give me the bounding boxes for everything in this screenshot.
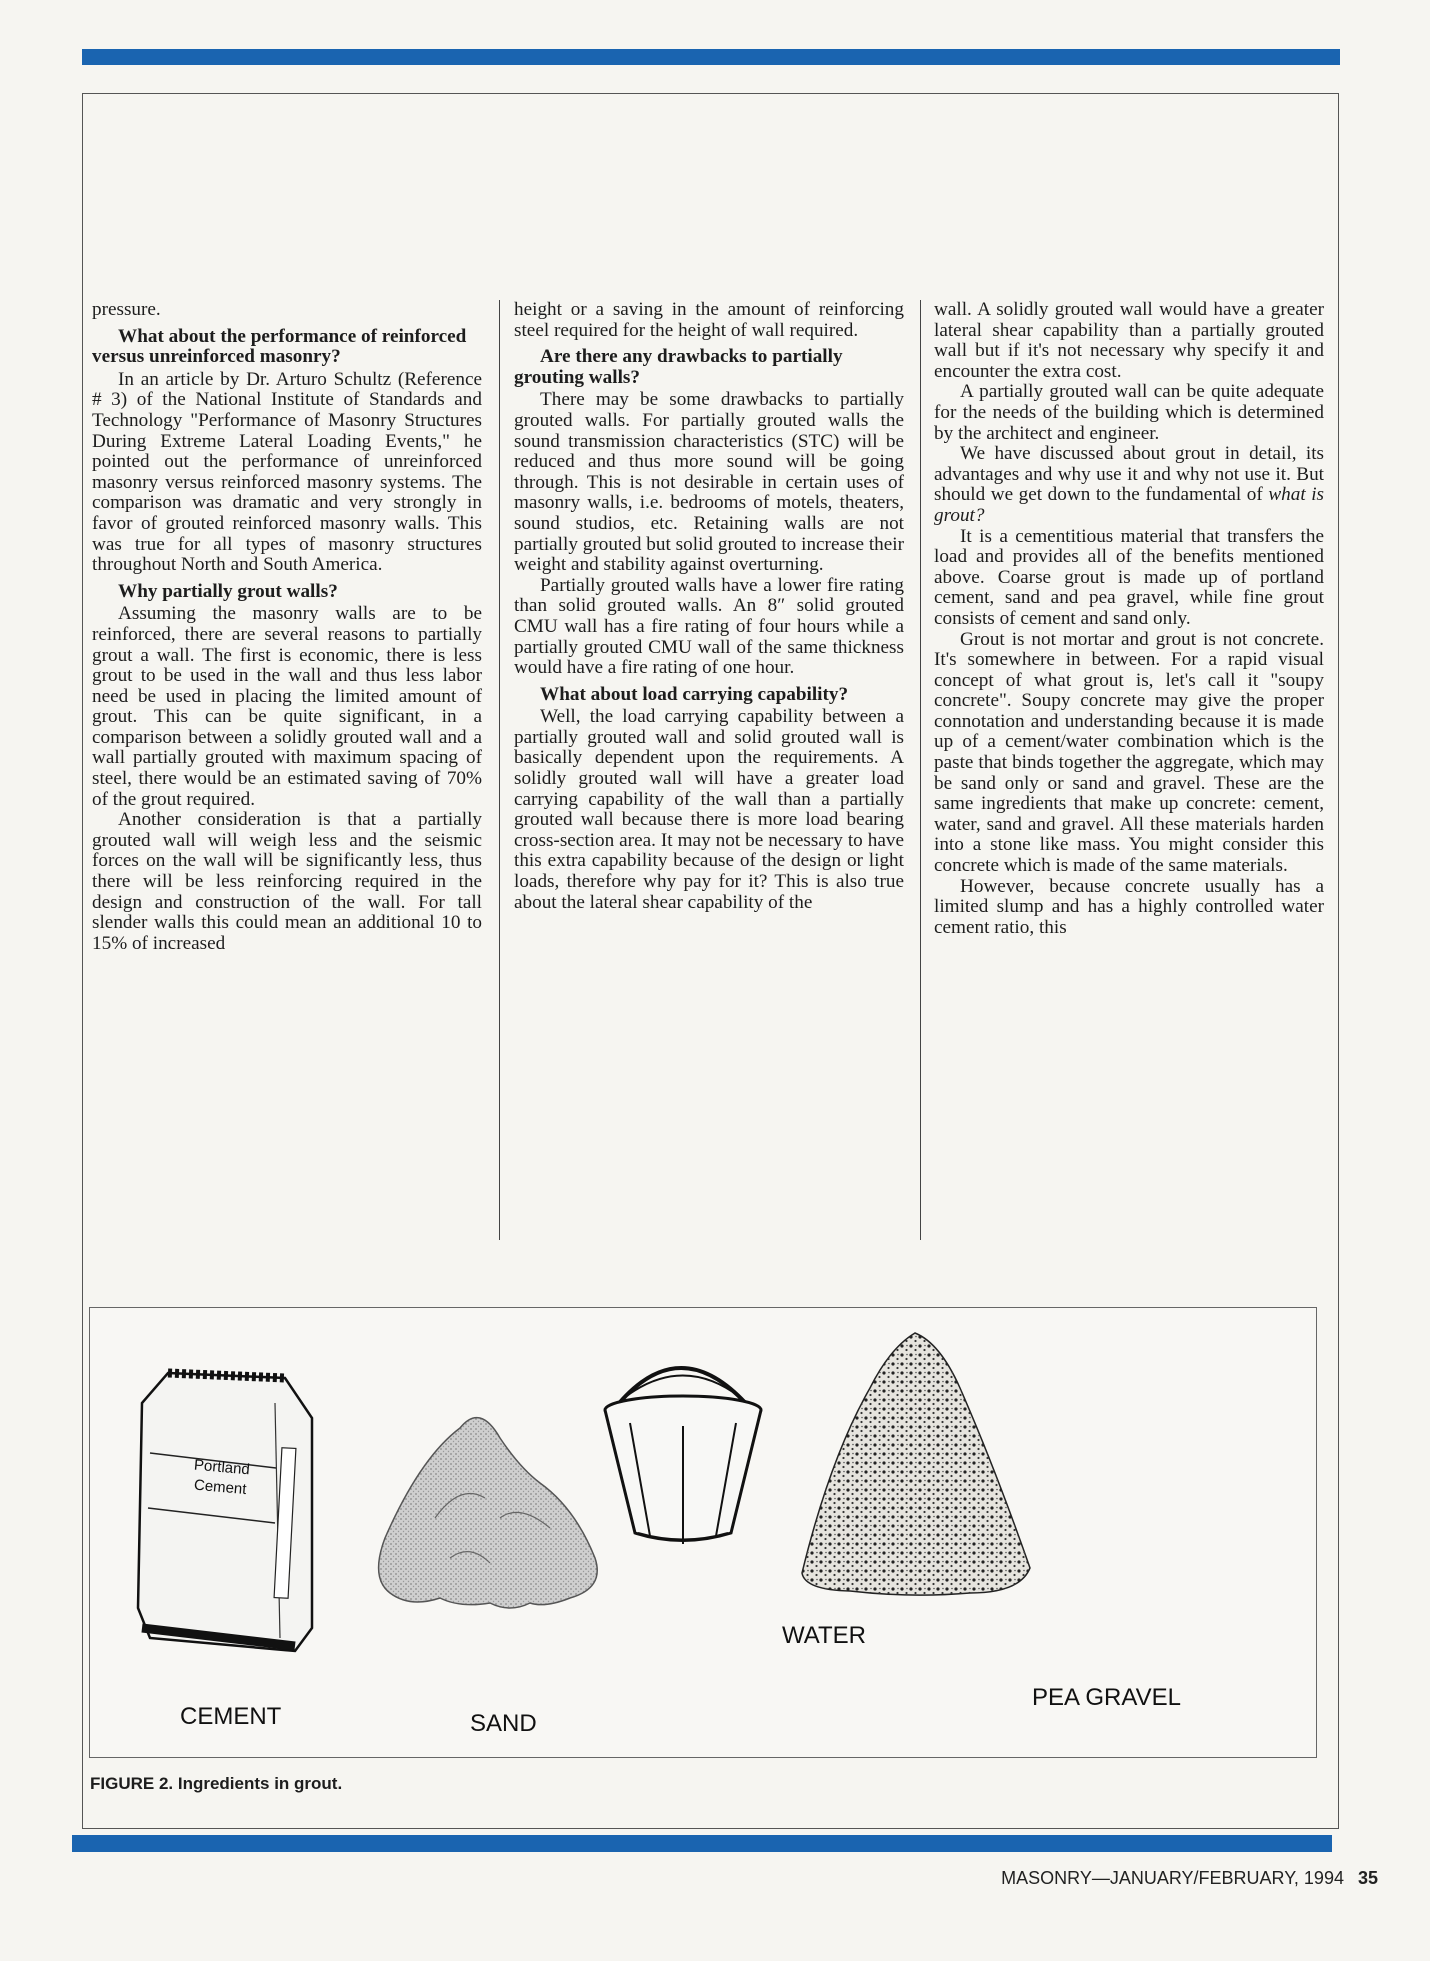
top-accent-bar — [82, 49, 1340, 65]
col2-fragment: height or a saving in the amount of reinforcing steel required for the height of wall required. — [514, 299, 904, 341]
page-number: 35 — [1357, 1868, 1378, 1888]
column-1 — [92, 300, 482, 954]
heading-reinforced-vs-unreinforced: What about the performance of reinforced versus unreinforced masonry? — [92, 325, 467, 368]
journal-issue: MASONRY—JANUARY/FEBRUARY, 1994 — [1001, 1868, 1344, 1888]
paragraph — [934, 444, 1324, 526]
heading-why-partially-grout: Why partially grout walls? — [118, 580, 338, 602]
paragraph: Well, the load carrying capability between a partially grouted wall and solid grouted wall is basically dependent upon the requirements. A solidly grouted wall will have a greater load carrying capability of the wall than a partially grouted wall because there is more load bearing cross-section area. It may not be necessary to have this extra capability because of the design or light loads, therefore why pay for it? This is also true about the lateral shear capability of the — [514, 706, 904, 913]
bag-label-portland: Portland — [193, 1456, 251, 1479]
paragraph: There may be some drawbacks to partially grouted walls. For partially grouted walls the sound transmission characteristics (STC) will be reduced and thus more sound will be going through. This is not desirable in certain uses of masonry walls, i.e. bedrooms of motels, theaters, sound studios, etc. Retaining walls are not partially grouted but solid grouted to increase their weight and stability against overturning. — [514, 389, 904, 576]
column-divider — [920, 300, 921, 1240]
column-2 — [514, 300, 904, 913]
figure-caption: FIGURE 2. Ingredients in grout. — [90, 1774, 343, 1793]
column-3 — [934, 300, 1324, 938]
label-cement: CEMENT — [180, 1703, 282, 1730]
heading-drawbacks: Are there any drawbacks to partially grouting walls? — [514, 346, 843, 388]
label-sand: SAND — [470, 1710, 537, 1737]
paragraph: Partially grouted walls have a lower fire rating than solid grouted walls. An 8″ solid grouted CMU wall has a fire rating of four hours while a partially grouted CMU wall of the same thickness would have a fire rating of one hour. — [514, 574, 904, 679]
column-divider — [499, 300, 500, 1240]
label-water: WATER — [782, 1622, 866, 1649]
label-pea-gravel: PEA GRAVEL — [1032, 1684, 1181, 1711]
heading-load-carrying: What about load carrying capability? — [540, 683, 849, 705]
col3-fragment: wall. A solidly grouted wall would have a greater lateral shear capability than a partially grouted wall but if it's not necessary why specify it and encounter the extra cost. — [934, 299, 1324, 382]
pea-gravel-icon — [802, 1333, 1030, 1595]
figure-ingredients — [89, 1307, 1317, 1758]
bottom-accent-bar — [72, 1835, 1332, 1852]
bag-label-cement: Cement — [193, 1476, 248, 1499]
paragraph: A partially grouted wall can be quite adequate for the needs of the building which is determined by the architect and engineer. — [934, 381, 1324, 444]
paragraph-emphasis: what is grout? — [934, 484, 1324, 526]
col1-fragment: pressure. — [92, 299, 161, 320]
paragraph-text: We have discussed about grout in detail, its advantages and why use it and why not use it. But should we get down to the fundamental of — [934, 443, 1324, 506]
paragraph: However, because concrete usually has a limited slump and has a highly controlled water cement ratio, this — [934, 875, 1324, 938]
paragraph: Assuming the masonry walls are to be reinforced, there are several reasons to partially grout a wall. The first is economic, there is less grout to be used in the wall and thus less labor need be used in placing the limited amount of grout. This can be quite significant, in a comparison between a solidly grouted wall and a wall partially grouted with maximum spacing of steel, there would be an estimated saving of 70% of the grout required. — [92, 603, 482, 810]
cement-bag-icon — [138, 1373, 312, 1651]
page-footer — [1001, 1868, 1378, 1889]
paragraph: In an article by Dr. Arturo Schultz (Reference # 3) of the National Institute of Standards and Technology "Performance of Masonry Structures During Extreme Lateral Loading Events," he pointed out the performance of unreinforced masonry versus reinforced masonry systems. The comparison was dramatic and very strongly in favor of grouted reinforced masonry walls. This was true for all types of masonry structures throughout North and South America. — [92, 368, 482, 576]
paragraph: Another consideration is that a partially grouted wall will weigh less and the seismic forces on the wall will be significantly less, thus there will be less reinforcing required in the design and construction of the wall. For tall slender walls this could mean an additional 10 to 15% of increased — [92, 809, 482, 954]
paragraph: Grout is not mortar and grout is not concrete. It's somewhere in between. For a rapid visual concept of what grout is, let's call it "soupy concrete". Soupy concrete may give the proper connotation and understanding because it is made up of a cement/water combination which is the paste that binds together the aggregate, which may be sand only or sand and gravel. These are the same ingredients that make up concrete: cement, water, sand and gravel. All these materials harden into a stone like mass. You might consider this concrete which is made of the same materials. — [934, 628, 1324, 877]
sand-pile-icon — [379, 1418, 598, 1608]
paragraph: It is a cementitious material that transfers the load and provides all of the benefits mentioned above. Coarse grout is made up of portland cement, sand and pea gravel, while fine grout consists of cement and sand only. — [934, 525, 1324, 629]
water-bucket-icon — [605, 1368, 761, 1544]
